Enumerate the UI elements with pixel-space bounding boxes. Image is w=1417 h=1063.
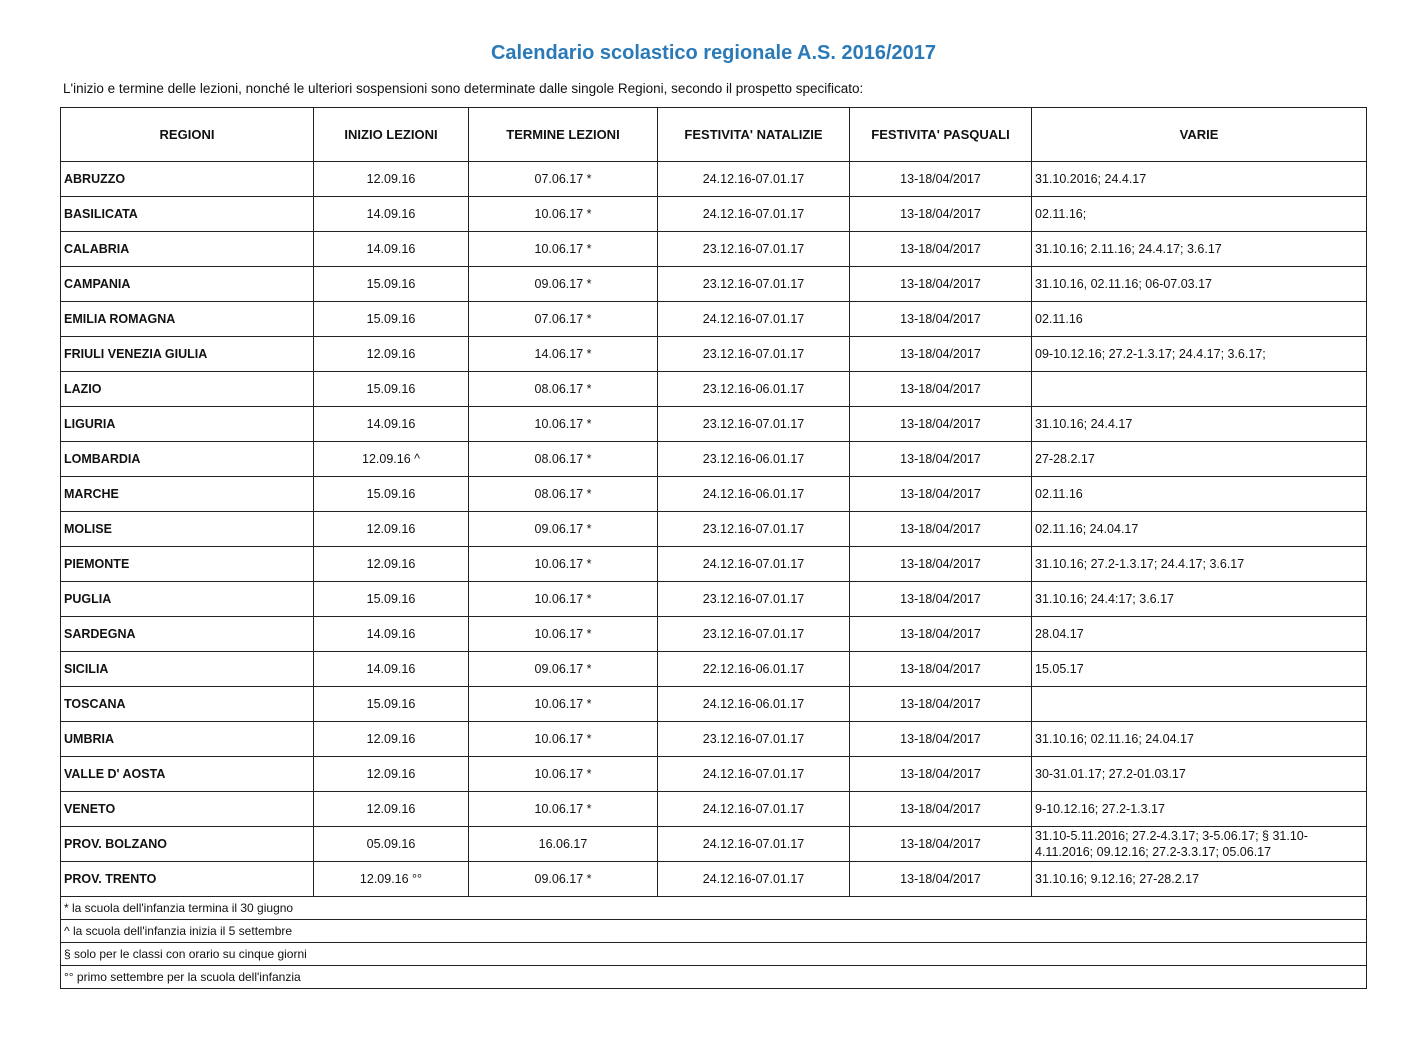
region-cell: CALABRIA — [61, 232, 314, 267]
varie-cell: 28.04.17 — [1032, 617, 1367, 652]
header-festivita-natalizie: FESTIVITA' NATALIZIE — [658, 108, 850, 162]
inizio-cell: 12.09.16 — [314, 337, 469, 372]
table-body — [61, 162, 1367, 897]
varie-cell: 09-10.12.16; 27.2-1.3.17; 24.4.17; 3.6.17; — [1032, 337, 1367, 372]
pasquali-cell: 13-18/04/2017 — [850, 162, 1032, 197]
inizio-cell: 14.09.16 — [314, 407, 469, 442]
note-row — [61, 966, 1367, 989]
inizio-cell: 15.09.16 — [314, 302, 469, 337]
region-cell: FRIULI VENEZIA GIULIA — [61, 337, 314, 372]
inizio-cell: 15.09.16 — [314, 687, 469, 722]
region-cell: PROV. TRENTO — [61, 862, 314, 897]
varie-cell: 27-28.2.17 — [1032, 442, 1367, 477]
inizio-cell: 14.09.16 — [314, 232, 469, 267]
termine-cell: 10.06.17 * — [469, 232, 658, 267]
natalizie-cell: 23.12.16-07.01.17 — [658, 617, 850, 652]
table-row — [61, 372, 1367, 407]
termine-cell: 10.06.17 * — [469, 757, 658, 792]
table-row — [61, 197, 1367, 232]
pasquali-cell: 13-18/04/2017 — [850, 197, 1032, 232]
table-row — [61, 827, 1367, 862]
note-row — [61, 920, 1367, 943]
varie-cell: 31.10.16; 02.11.16; 24.04.17 — [1032, 722, 1367, 757]
termine-cell: 08.06.17 * — [469, 477, 658, 512]
table-row — [61, 162, 1367, 197]
pasquali-cell: 13-18/04/2017 — [850, 547, 1032, 582]
termine-cell: 07.06.17 * — [469, 162, 658, 197]
region-cell: VALLE D' AOSTA — [61, 757, 314, 792]
varie-cell: 31.10.16; 9.12.16; 27-28.2.17 — [1032, 862, 1367, 897]
note-row — [61, 897, 1367, 920]
table-row — [61, 862, 1367, 897]
region-cell: VENETO — [61, 792, 314, 827]
region-cell: SICILIA — [61, 652, 314, 687]
natalizie-cell: 24.12.16-07.01.17 — [658, 757, 850, 792]
natalizie-cell: 23.12.16-07.01.17 — [658, 267, 850, 302]
natalizie-cell: 24.12.16-07.01.17 — [658, 197, 850, 232]
inizio-cell: 12.09.16 — [314, 722, 469, 757]
varie-cell: 31.10.16, 02.11.16; 06-07.03.17 — [1032, 267, 1367, 302]
header-row — [61, 108, 1367, 162]
termine-cell: 14.06.17 * — [469, 337, 658, 372]
pasquali-cell: 13-18/04/2017 — [850, 582, 1032, 617]
region-cell: SARDEGNA — [61, 617, 314, 652]
table-row — [61, 302, 1367, 337]
pasquali-cell: 13-18/04/2017 — [850, 232, 1032, 267]
natalizie-cell: 24.12.16-07.01.17 — [658, 792, 850, 827]
termine-cell: 10.06.17 * — [469, 582, 658, 617]
varie-cell: 9-10.12.16; 27.2-1.3.17 — [1032, 792, 1367, 827]
natalizie-cell: 23.12.16-06.01.17 — [658, 372, 850, 407]
termine-cell: 09.06.17 * — [469, 862, 658, 897]
table-row — [61, 337, 1367, 372]
termine-cell: 07.06.17 * — [469, 302, 658, 337]
note-row — [61, 943, 1367, 966]
natalizie-cell: 23.12.16-07.01.17 — [658, 582, 850, 617]
region-cell: CAMPANIA — [61, 267, 314, 302]
footnote: * la scuola dell'infanzia termina il 30 giugno — [61, 897, 1367, 920]
varie-cell — [1032, 372, 1367, 407]
region-cell: LIGURIA — [61, 407, 314, 442]
pasquali-cell: 13-18/04/2017 — [850, 862, 1032, 897]
varie-cell: 31.10.16; 24.4.17 — [1032, 407, 1367, 442]
pasquali-cell: 13-18/04/2017 — [850, 407, 1032, 442]
varie-cell: 31.10.16; 2.11.16; 24.4.17; 3.6.17 — [1032, 232, 1367, 267]
region-cell: PROV. BOLZANO — [61, 827, 314, 862]
region-cell: ABRUZZO — [61, 162, 314, 197]
table-row — [61, 267, 1367, 302]
table-row — [61, 512, 1367, 547]
region-cell: PUGLIA — [61, 582, 314, 617]
pasquali-cell: 13-18/04/2017 — [850, 827, 1032, 862]
natalizie-cell: 24.12.16-07.01.17 — [658, 862, 850, 897]
footnote: ^ la scuola dell'infanzia inizia il 5 settembre — [61, 920, 1367, 943]
region-cell: UMBRIA — [61, 722, 314, 757]
inizio-cell: 12.09.16 — [314, 792, 469, 827]
inizio-cell: 12.09.16 °° — [314, 862, 469, 897]
inizio-cell: 15.09.16 — [314, 477, 469, 512]
varie-cell: 30-31.01.17; 27.2-01.03.17 — [1032, 757, 1367, 792]
table-row — [61, 477, 1367, 512]
inizio-cell: 15.09.16 — [314, 582, 469, 617]
pasquali-cell: 13-18/04/2017 — [850, 267, 1032, 302]
termine-cell: 10.06.17 * — [469, 197, 658, 232]
varie-cell: 31.10.2016; 24.4.17 — [1032, 162, 1367, 197]
pasquali-cell: 13-18/04/2017 — [850, 757, 1032, 792]
inizio-cell: 05.09.16 — [314, 827, 469, 862]
inizio-cell: 15.09.16 — [314, 372, 469, 407]
pasquali-cell: 13-18/04/2017 — [850, 617, 1032, 652]
inizio-cell: 12.09.16 — [314, 547, 469, 582]
natalizie-cell: 24.12.16-07.01.17 — [658, 302, 850, 337]
table-row — [61, 722, 1367, 757]
pasquali-cell: 13-18/04/2017 — [850, 687, 1032, 722]
natalizie-cell: 24.12.16-07.01.17 — [658, 547, 850, 582]
inizio-cell: 14.09.16 — [314, 617, 469, 652]
termine-cell: 08.06.17 * — [469, 372, 658, 407]
termine-cell: 09.06.17 * — [469, 652, 658, 687]
pasquali-cell: 13-18/04/2017 — [850, 722, 1032, 757]
pasquali-cell: 13-18/04/2017 — [850, 372, 1032, 407]
varie-cell: 31.10-5.11.2016; 27.2-4.3.17; 3-5.06.17; § 31.10-4.11.2016; 09.12.16; 27.2-3.3.17; 05.06.17 — [1032, 827, 1367, 862]
table-row — [61, 232, 1367, 267]
natalizie-cell: 24.12.16-06.01.17 — [658, 687, 850, 722]
footnote: § solo per le classi con orario su cinque giorni — [61, 943, 1367, 966]
header-varie: VARIE — [1032, 108, 1367, 162]
inizio-cell: 14.09.16 — [314, 197, 469, 232]
natalizie-cell: 24.12.16-06.01.17 — [658, 477, 850, 512]
natalizie-cell: 23.12.16-07.01.17 — [658, 407, 850, 442]
region-cell: PIEMONTE — [61, 547, 314, 582]
natalizie-cell: 24.12.16-07.01.17 — [658, 827, 850, 862]
termine-cell: 16.06.17 — [469, 827, 658, 862]
termine-cell: 10.06.17 * — [469, 407, 658, 442]
region-cell: EMILIA ROMAGNA — [61, 302, 314, 337]
region-cell: MOLISE — [61, 512, 314, 547]
pasquali-cell: 13-18/04/2017 — [850, 477, 1032, 512]
varie-cell: 02.11.16 — [1032, 477, 1367, 512]
varie-cell: 02.11.16; 24.04.17 — [1032, 512, 1367, 547]
termine-cell: 10.06.17 * — [469, 722, 658, 757]
natalizie-cell: 22.12.16-06.01.17 — [658, 652, 850, 687]
termine-cell: 08.06.17 * — [469, 442, 658, 477]
termine-cell: 10.06.17 * — [469, 687, 658, 722]
region-cell: LAZIO — [61, 372, 314, 407]
table-row — [61, 617, 1367, 652]
varie-cell: 15.05.17 — [1032, 652, 1367, 687]
header-inizio-lezioni: INIZIO LEZIONI — [314, 108, 469, 162]
calendar-table — [60, 107, 1367, 989]
table-notes — [61, 897, 1367, 989]
table-row — [61, 407, 1367, 442]
table-row — [61, 792, 1367, 827]
natalizie-cell: 23.12.16-07.01.17 — [658, 232, 850, 267]
table-header — [61, 108, 1367, 162]
region-cell: MARCHE — [61, 477, 314, 512]
natalizie-cell: 23.12.16-07.01.17 — [658, 722, 850, 757]
inizio-cell: 12.09.16 ^ — [314, 442, 469, 477]
table-row — [61, 757, 1367, 792]
table-row — [61, 547, 1367, 582]
varie-cell: 31.10.16; 24.4:17; 3.6.17 — [1032, 582, 1367, 617]
table-row — [61, 687, 1367, 722]
natalizie-cell: 24.12.16-07.01.17 — [658, 162, 850, 197]
inizio-cell: 12.09.16 — [314, 757, 469, 792]
inizio-cell: 12.09.16 — [314, 162, 469, 197]
pasquali-cell: 13-18/04/2017 — [850, 512, 1032, 547]
pasquali-cell: 13-18/04/2017 — [850, 792, 1032, 827]
termine-cell: 10.06.17 * — [469, 617, 658, 652]
termine-cell: 10.06.17 * — [469, 792, 658, 827]
natalizie-cell: 23.12.16-07.01.17 — [658, 512, 850, 547]
pasquali-cell: 13-18/04/2017 — [850, 302, 1032, 337]
pasquali-cell: 13-18/04/2017 — [850, 442, 1032, 477]
intro-text: L'inizio e termine delle lezioni, nonché le ulteriori sospensioni sono determinate dalle singole Regioni, secondo il prospetto specificato: — [63, 81, 864, 96]
header-regioni: REGIONI — [61, 108, 314, 162]
table-row — [61, 442, 1367, 477]
header-termine-lezioni: TERMINE LEZIONI — [469, 108, 658, 162]
table-row — [61, 652, 1367, 687]
inizio-cell: 12.09.16 — [314, 512, 469, 547]
footnote: °° primo settembre per la scuola dell'infanzia — [61, 966, 1367, 989]
header-festivita-pasquali: FESTIVITA' PASQUALI — [850, 108, 1032, 162]
page-title: Calendario scolastico regionale A.S. 2016/2017 — [490, 42, 937, 64]
termine-cell: 09.06.17 * — [469, 512, 658, 547]
region-cell: BASILICATA — [61, 197, 314, 232]
region-cell: LOMBARDIA — [61, 442, 314, 477]
table-row — [61, 582, 1367, 617]
varie-cell — [1032, 687, 1367, 722]
inizio-cell: 15.09.16 — [314, 267, 469, 302]
termine-cell: 10.06.17 * — [469, 547, 658, 582]
region-cell: TOSCANA — [61, 687, 314, 722]
natalizie-cell: 23.12.16-06.01.17 — [658, 442, 850, 477]
varie-cell: 02.11.16; — [1032, 197, 1367, 232]
pasquali-cell: 13-18/04/2017 — [850, 337, 1032, 372]
varie-cell: 02.11.16 — [1032, 302, 1367, 337]
inizio-cell: 14.09.16 — [314, 652, 469, 687]
termine-cell: 09.06.17 * — [469, 267, 658, 302]
pasquali-cell: 13-18/04/2017 — [850, 652, 1032, 687]
varie-cell: 31.10.16; 27.2-1.3.17; 24.4.17; 3.6.17 — [1032, 547, 1367, 582]
natalizie-cell: 23.12.16-07.01.17 — [658, 337, 850, 372]
